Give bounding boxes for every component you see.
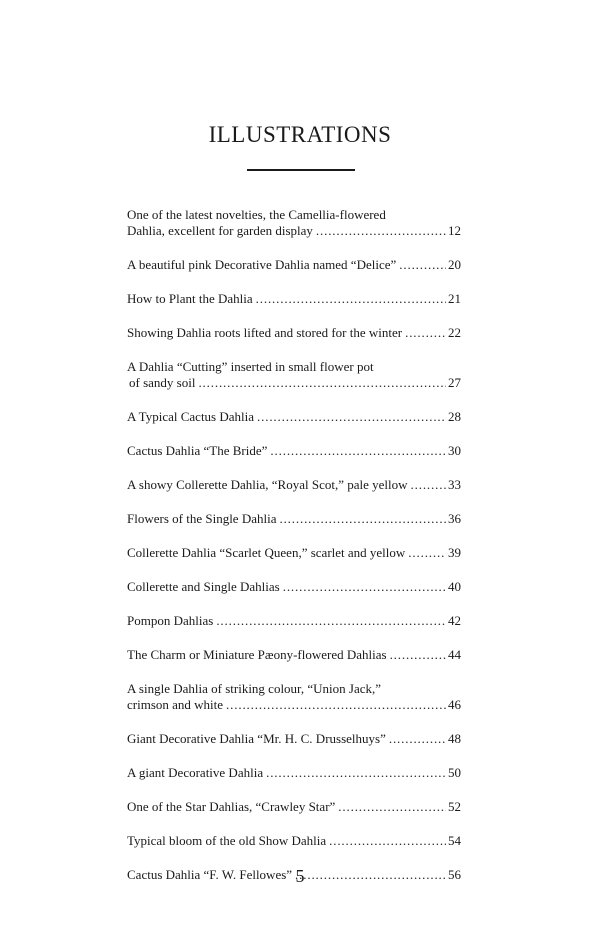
entry-caption-row: [127, 511, 461, 527]
entry-page-number: 28: [448, 409, 461, 424]
dot-leader: [338, 799, 446, 815]
entry-caption-line: Giant Decorative Dahlia “Mr. H. C. Drusselhuys”: [127, 731, 386, 746]
entry-caption-row: [127, 257, 461, 273]
entry-caption-row: [127, 409, 461, 425]
dot-leader: [226, 697, 446, 713]
entry-caption-row: [127, 799, 461, 815]
illustrations-list: [127, 207, 461, 901]
illustration-entry: [127, 409, 461, 425]
entry-page-number: 12: [448, 223, 461, 238]
entry-page-number: 56: [448, 867, 461, 882]
dot-leader: [279, 511, 446, 527]
entry-page-number: 21: [448, 291, 461, 306]
page-number: 5: [295, 866, 305, 886]
entry-caption-line: Showing Dahlia roots lifted and stored for the winter: [127, 325, 403, 340]
illustration-entry: [127, 545, 461, 561]
entry-caption-line: Cactus Dahlia “F. W. Fellowes”: [127, 867, 293, 882]
illustration-entry: [127, 443, 461, 459]
entry-caption-line: Collerette Dahlia “Scarlet Queen,” scarlet and yellow: [127, 545, 406, 560]
entry-page-number: 50: [448, 765, 461, 780]
entry-page-number: 52: [448, 799, 461, 814]
entry-caption-row: [127, 291, 461, 307]
entry-page-number: 33: [448, 477, 461, 492]
illustration-entry: [127, 799, 461, 815]
entry-caption-row: [127, 477, 461, 493]
dot-leader: [257, 409, 446, 425]
illustration-entry: [127, 359, 461, 391]
entry-page-number: 27: [448, 375, 461, 390]
dot-leader: [316, 223, 446, 239]
dot-leader: [411, 477, 446, 493]
entry-caption-line: crimson and white: [127, 697, 224, 712]
entry-page-number: 30: [448, 443, 461, 458]
entry-page-number: 20: [448, 257, 461, 272]
entry-caption-line: Dahlia, excellent for garden display: [127, 223, 313, 238]
entry-caption-row: [127, 579, 461, 595]
title-rule: [247, 169, 355, 171]
dot-leader: [408, 545, 446, 561]
illustration-entry: [127, 511, 461, 527]
entry-caption-line: A giant Decorative Dahlia: [127, 765, 264, 780]
page-title: ILLUSTRATIONS: [208, 122, 392, 147]
entry-caption-line: A single Dahlia of striking colour, “Union Jack,”: [127, 681, 382, 696]
dot-leader: [283, 579, 446, 595]
illustration-entry: [127, 291, 461, 307]
entry-caption-line: A beautiful pink Decorative Dahlia named “Delice”: [127, 257, 397, 272]
illustration-entry: [127, 765, 461, 781]
entry-caption-line: How to Plant the Dahlia: [127, 291, 253, 306]
entry-page-number: 36: [448, 511, 461, 526]
illustration-entry: [127, 207, 461, 239]
illustration-entry: [127, 477, 461, 493]
entry-page-number: 46: [448, 697, 461, 712]
entry-caption-line: A Dahlia “Cutting” inserted in small flower pot: [127, 359, 374, 374]
entry-caption-row: [127, 223, 461, 239]
entry-caption-line: Flowers of the Single Dahlia: [127, 511, 277, 526]
illustration-entry: [127, 579, 461, 595]
entry-page-number: 22: [448, 325, 461, 340]
illustration-entry: [127, 613, 461, 629]
illustration-entry: [127, 731, 461, 747]
dot-leader: [399, 257, 446, 273]
entry-caption-line: The Charm or Miniature Pæony-flowered Dahlias: [127, 647, 387, 662]
illustration-entry: [127, 681, 461, 713]
dot-leader: [390, 647, 446, 663]
entry-caption-row: [127, 443, 461, 459]
entry-caption-line: Typical bloom of the old Show Dahlia: [127, 833, 327, 848]
entry-caption-line: A showy Collerette Dahlia, “Royal Scot,” pale yellow: [127, 477, 408, 492]
illustration-entry: [127, 257, 461, 273]
entry-caption-line: Cactus Dahlia “The Bride”: [127, 443, 268, 458]
dot-leader: [198, 375, 446, 391]
entry-page-number: 48: [448, 731, 461, 746]
dot-leader: [405, 325, 446, 341]
dot-leader: [216, 613, 446, 629]
entry-page-number: 44: [448, 647, 461, 662]
illustration-entry: [127, 647, 461, 663]
entry-caption-line: One of the Star Dahlias, “Crawley Star”: [127, 799, 336, 814]
entry-caption-row: [127, 325, 461, 341]
entry-caption-row: [127, 697, 461, 713]
entry-caption-row: [127, 765, 461, 781]
entry-caption-line: A Typical Cactus Dahlia: [127, 409, 255, 424]
entry-caption-row: [127, 731, 461, 747]
entry-caption-line: of sandy soil: [129, 375, 196, 390]
entry-page-number: 40: [448, 579, 461, 594]
entry-page-number: 54: [448, 833, 461, 848]
entry-caption-row: [127, 647, 461, 663]
dot-leader: [266, 765, 446, 781]
entry-caption-row: [127, 375, 461, 391]
illustration-entry: [127, 325, 461, 341]
entry-page-number: 42: [448, 613, 461, 628]
dot-leader: [270, 443, 446, 459]
entry-page-number: 39: [448, 545, 461, 560]
entry-caption-row: [127, 545, 461, 561]
entry-caption-row: [127, 613, 461, 629]
entry-caption-row: [127, 833, 461, 849]
dot-leader: [256, 291, 446, 307]
entry-caption-line: One of the latest novelties, the Camellia-flowered: [127, 207, 386, 222]
dot-leader: [329, 833, 446, 849]
entry-caption-line: Pompon Dahlias: [127, 613, 214, 628]
dot-leader: [389, 731, 446, 747]
entry-caption-line: Collerette and Single Dahlias: [127, 579, 280, 594]
illustration-entry: [127, 833, 461, 849]
